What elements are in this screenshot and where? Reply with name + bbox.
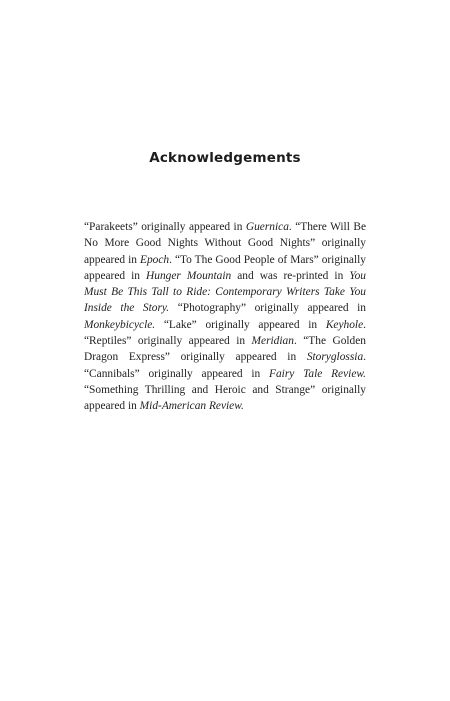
publication-title: Epoch — [139, 253, 170, 266]
paragraph-text-run: . “The Golden Dragon Express” originally appeared in — [84, 335, 366, 364]
publication-title: Hunger Mountain — [146, 269, 232, 282]
paragraph-text-run: . “To The Good People of Mars” originally appeared in — [84, 253, 366, 282]
page-heading: Acknowledgements — [149, 150, 301, 166]
paragraph-text-run: and was re-printed in — [231, 269, 350, 282]
publication-title: Monkeybicycle. — [84, 318, 156, 331]
paragraph-text-run: “Lake” originally appeared in — [155, 318, 326, 331]
publication-title: Meridian — [251, 335, 294, 348]
paragraph-text-run: . “There Will Be No More Good Nights Without Good Nights” originally appeared in — [84, 221, 366, 266]
publication-title: Guernica — [245, 221, 289, 233]
paragraph-text-run: “Something Thrilling and Heroic and Strange” originally appeared in — [84, 383, 366, 413]
acknowledgements-paragraph — [84, 219, 366, 415]
publication-title: Storyglossia — [306, 351, 364, 364]
publication-title: Keyhole — [325, 318, 364, 331]
paragraph-text-run: “Parakeets” originally appeared in — [84, 221, 246, 233]
paragraph-text-run: “Photography” originally appeared in — [169, 302, 366, 315]
paragraph-text-run: . “Reptiles” originally appeared in — [84, 318, 366, 348]
publication-title: You Must Be This Tall to Ride: Contemporary Writers Take You Inside the Story. — [84, 269, 366, 315]
publication-title: Mid-American Review. — [139, 400, 244, 413]
publication-title: Fairy Tale Review. — [269, 367, 366, 380]
paragraph-text-run: . “Cannibals” originally appeared in — [84, 351, 366, 380]
